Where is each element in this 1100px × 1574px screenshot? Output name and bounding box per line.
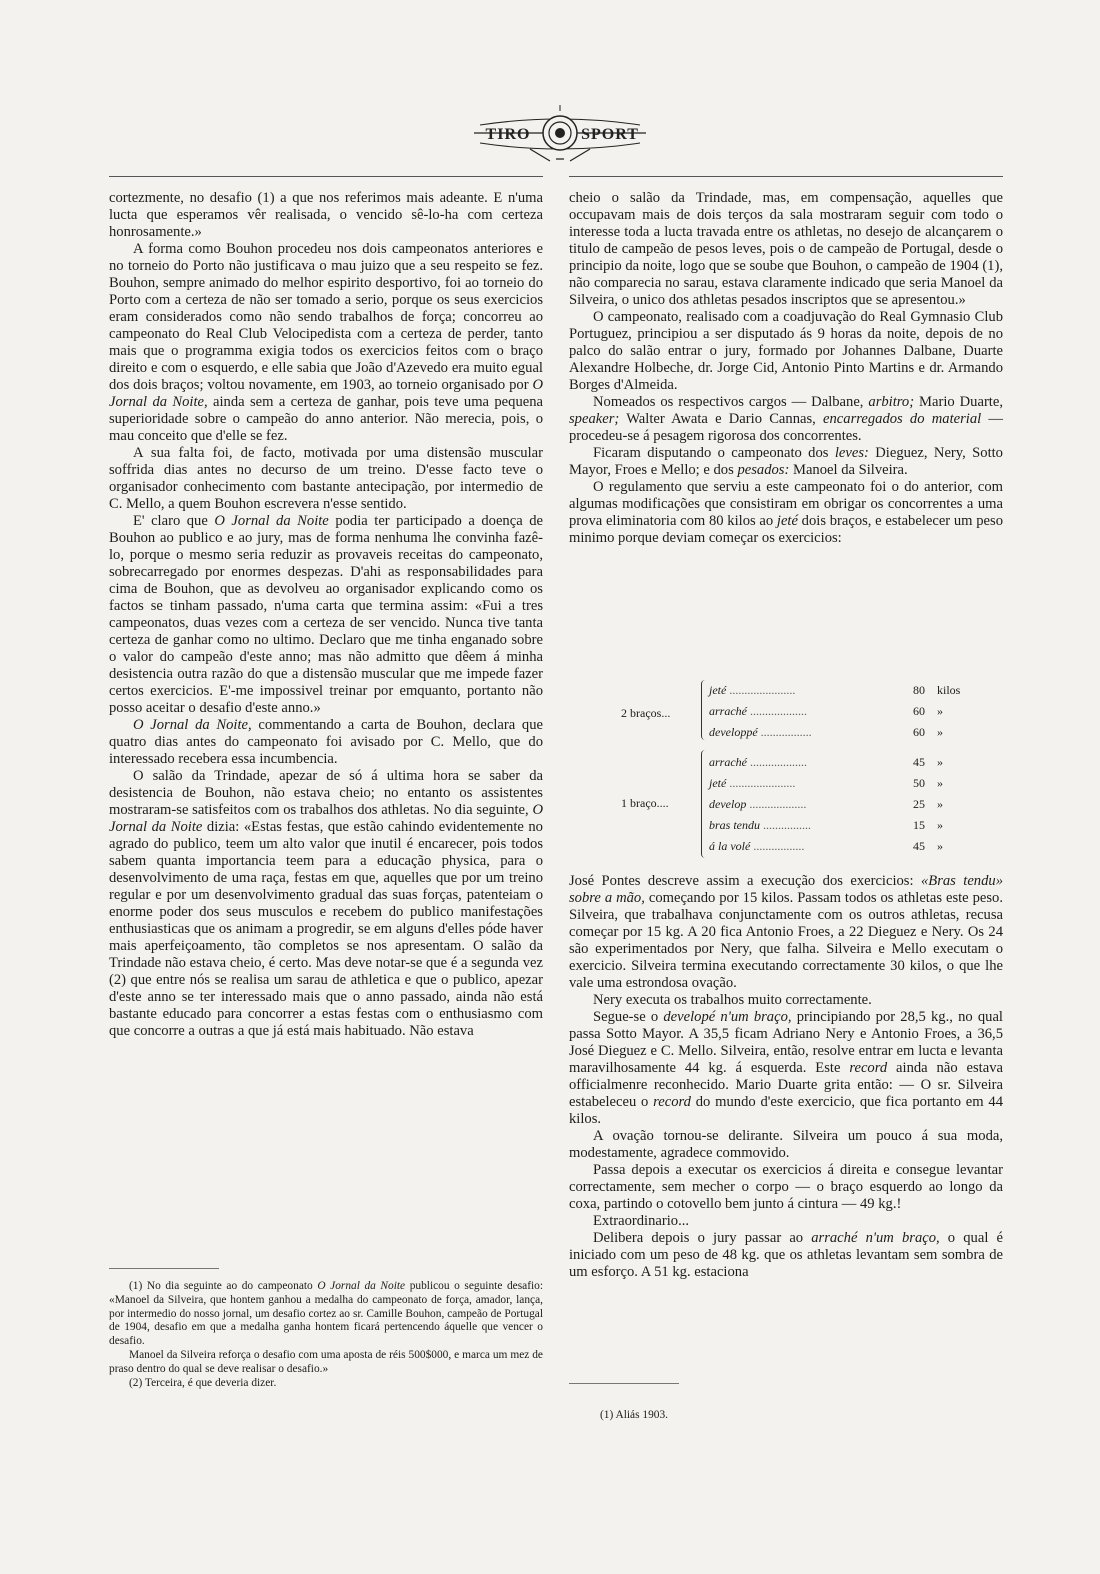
exercise-name: bras tendu [709,818,760,832]
text-run: arraché n'um braço, [811,1230,940,1246]
exercise-name: jeté [709,683,727,697]
exercise-name: developpé [709,725,758,739]
left-footnotes [109,1280,543,1390]
text-run: Segue-se o [593,1009,664,1025]
text-run: O Jornal da Noite [317,1280,406,1292]
exercise-name: arraché [709,755,747,769]
text-run: Manoel da Silveira reforça o desafio com uma aposta de réis 500$000, e marca um mez de praso dentro do qual se deve realisar o desafio.» [109,1348,543,1375]
text-run: O Jornal da Noite [214,513,329,529]
group-brace-2-bracos [701,680,708,740]
paragraph-1 [569,190,1003,309]
weight-unit: » [937,818,943,832]
paragraph-1 [109,190,543,241]
weights-row [709,752,1005,772]
paragraph-3 [569,1009,1003,1128]
text-run: A ovação tornou-se delirante. Silveira um pouco á sua moda, modestamente, agradece commovido. [569,1128,1003,1161]
footnote-2 [109,1349,543,1377]
weights-row [709,836,1005,856]
weight-unit: » [937,725,943,739]
exercise-name: jeté [709,776,727,790]
text-run: jeté [776,513,798,529]
text-run: José Pontes descreve assim a execução dos exercicios: [569,873,921,889]
text-run: — procedeu-se á pesagem rigorosa dos concorrentes. [569,411,1003,444]
text-run: Dieguez, Nery, Sotto Mayor, Froes e Mello; e dos [569,445,1003,478]
text-run: O regulamento que serviu a este campeonato foi o do anterior, com algumas modificações que consistiram em obrigar os concorrentes a uma prova eliminatoria com 80 kilos ao [569,479,1003,529]
text-run: (1) Aliás 1903. [600,1409,669,1421]
leader-dots: ...................... [726,776,796,790]
text-run: Delibera depois o jury passar ao [593,1230,812,1246]
paragraph-6 [569,1213,1003,1230]
text-run: ainda não estava officialmenre reconhecido. Mario Duarte grita então: — O sr. Silveira estabeleceu o [569,1060,1003,1110]
paragraph-3 [109,445,543,513]
text-run: leves: [834,445,869,461]
left-footnote-rule [109,1268,219,1269]
weights-row [709,722,1005,742]
text-run: do mundo d'este exercicio, que fica portanto em 44 kilos. [569,1094,1003,1127]
weights-table [569,676,1003,860]
exercise-name: á la volé [709,839,751,853]
leader-dots: ................... [746,797,807,811]
weight-unit: » [937,776,943,790]
text-run: Manoel da Silveira. [789,462,908,478]
masthead-logo-right-text: SPORT [581,126,639,143]
weight-value: 60 [913,725,925,739]
weight-value: 60 [913,704,925,718]
weight-unit: kilos [937,683,961,697]
weight-unit: » [937,839,943,853]
text-run: (2) Terceira, é que deveria dizer. [129,1376,277,1389]
text-run: developé n'um braço, [663,1009,792,1025]
text-run: podia ter participado a doença de Bouhon ao publico e ao jury, mas de forma nenhuma lhe convinha fazê-lo, porque o mesmo seria reduzir as provaveis receitas do campeonato, sobrecarregado por enormes despezas. D'ahi as responsabilidades para cima de Bouhon, que as devolveu ao organisador explicando como os factos se tinham passado, n'uma carta que termina assim: «Fui a tres campeonatos, duas vezes com a certeza de ser vencido. Nunca tive tanta certeza de ganhar como no ultimo. Declaro que me tinha enganado sobre o valor do campeão d'este anno; mas não admitto que dêem á minha desistencia outra razão do que a distensão muscular que me impede fazer certos exercicios. E'-me impossivel treinar por emquanto, portanto não posso aceitar o desafio d'este anno.» [109,513,543,716]
paragraph-5 [109,717,543,768]
exercise-name: arraché [709,704,747,718]
header-rule-left [109,176,543,177]
weight-value: 45 [913,839,925,853]
leader-dots: ................. [750,839,805,853]
right-footnote-rule [569,1383,679,1384]
left-column [109,190,543,1040]
text-run: E' claro que [133,513,215,529]
text-run: Nomeados os respectivos cargos — Dalbane, [593,394,869,410]
header-rule-right [569,176,1003,177]
weights-row [709,773,1005,793]
weight-unit: » [937,755,943,769]
text-run: dizia: «Estas festas, que estão cahindo evidentemente no agrado do publico, teem um alto valor que inutil é encarecer, pois todos sabem quanta importancia teem para a educação physica, para o desenvolvimento de uma raça, festas em que, aquelles que por um treino regular e por um desenvolvimento gradual das suas forças, patenteiam o enorme poder dos seus musculos e recebem do publico manifestações enthusiasticas que os animam a progredir, se em alguns d'elles póde haver mais aperfeiçoamento, tão completos se nos apresentam. O salão da Trindade não estava cheio, é certo. Mas deve notar-se que é a segunda vez (2) que entre nós se realisa um sarau de athletica e que o publico, apezar d'este anno se ter interessado mais que o anno passado, ainda não está bastante educado para concorrer a estas festas com o enthusiasmo com que concorre a outras a que já está mais habituado. Não estava [109,819,543,1039]
text-run: A forma como Bouhon procedeu nos dois campeonatos anteriores e no torneio do Porto não justificava o mau juizo que a seu respeito se fez. Bouhon, sempre animado do melhor espirito desportivo, foi ao torneio do Porto com a certeza de não ser tomado a serio, porque os seus exercicios eram considerados como não sendo trabalhos de força; concorreu ao campeonato do Real Club Velocipedista com a certeza de perder, tanto mais que o programma exigia todos os exercicios feitos com o braço direito e com o esquerdo, e elle sabia que João d'Azevedo era muito egual dos dois braços; voltou novamente, em 1903, ao torneio organisado por [109,241,543,393]
text-run: commentando a carta de Bouhon, declara que quatro dias antes do campeonato foi avisado por C. Mello, que do interessado recebera essa incumbencia. [109,717,543,767]
right-column-bottom [569,873,1003,1281]
weight-value: 80 [913,683,925,697]
footnote-1 [600,1409,900,1423]
paragraph-5 [569,479,1003,547]
masthead-logo [470,103,650,165]
weights-row [709,680,1005,700]
group-label-2-bracos: 2 braços... [621,706,671,720]
footnote-3 [109,1377,543,1391]
text-run: O Jornal da Noite, [109,377,543,410]
weights-row [709,701,1005,721]
text-run: ainda sem a certeza de ganhar, pois teve uma pequena superioridade sobre o campeão do anno anterior. Não merecia, pois, o mau conceito que d'elle se fez. [109,394,543,444]
text-run: A sua falta foi, de facto, motivada por uma distensão muscular soffrida dias antes no decurso de um treino. D'esse facto teve o organisador conhecimento com bastante antecipação, por intermedio de C. Mello, a quem Bouhon escrevera n'esse sentido. [109,445,543,512]
text-run: O Jornal da Noite [109,802,543,835]
right-column-top [569,190,1003,547]
paragraph-7 [569,1230,1003,1281]
text-run: pesados: [737,462,790,478]
leader-dots: ................... [747,704,807,718]
group-brace-1-braco [701,750,708,858]
exercise-name: develop [709,797,747,811]
paragraph-5 [569,1162,1003,1213]
text-run: Nery executa os trabalhos muito correctamente. [593,992,872,1008]
text-run: O Jornal da Noite, [133,717,252,733]
weight-value: 15 [913,818,925,832]
footnote-1 [109,1280,543,1349]
text-run: arbitro; [868,394,915,410]
text-run: «Bras tendu» sobre a mão, [569,873,1003,906]
text-run: cheio o salão da Trindade, mas, em compensação, aquelles que occupavam mais de dois terços da sala mostraram seguir com todo o interesse toda a lucta travada entre os athletas, no desejo de alcançarem o titulo de campeão de pesos leves, pois o de campeão de Portugal, desde o principio da noite, logo que se soube que Bouhon, o campeão de 1904 (1), não comparecia no sarau, estava claramente indicado que seria Manoel da Silveira, o unico dos athletas pesados inscriptos que se apresentou.» [569,190,1003,308]
text-run: o qual é iniciado com um peso de 48 kg. que os athletas levantam sem sombra de um esforço. A 51 kg. estaciona [569,1230,1003,1280]
text-run: speaker; [569,411,620,427]
text-run: dois braços, e estabelecer um peso minimo porque deviam começar os exercicios: [569,513,1003,546]
paragraph-4 [109,513,543,717]
paragraph-4 [569,1128,1003,1162]
text-run: Passa depois a executar os exercicios á direita e consegue levantar correctamente, sem mecher o corpo — o braço esquerdo ao longo da coxa, partindo o cotovello bem junto á cintura — 49 kg.! [569,1162,1003,1212]
group-label-1-braco: 1 braço.... [621,796,669,810]
paragraph-2 [109,241,543,445]
text-run: Walter Awata e Dario Cannas, [619,411,824,427]
paragraph-1 [569,873,1003,992]
text-run: O campeonato, realisado com a coadjuvação do Real Gymnasio Club Portuguez, principiou a ser disputado ás 9 horas da noite, depois de no palco do salão entrar o jury, formado por Johannes Dalbane, Duarte Alexandre Holbeche, dr. Jorge Cid, Antonio Pinto Martins e dr. Armando Borges d'Almeida. [569,309,1003,393]
text-run: cortezmente, no desafio (1) a que nos referimos mais adeante. E n'uma lucta que esperamos vêr realisada, o vencido sê-lo-ha com certeza honrosamente.» [109,190,543,240]
paragraph-2 [569,992,1003,1009]
text-run: O salão da Trindade, apezar de só á ultima hora se saber da desistencia de Bouhon, não estava cheio; no entanto os assistentes mostraram-se satisfeitos com os trabalhos dos athletas. No dia seguinte, [109,768,543,818]
text-run: publicou o seguinte desafio: «Manoel da Silveira, que hontem ganhou a medalha do campeonato de força, amador, lança, por intermedio do nosso jornal, um desafio cortez ao sr. Camille Bouhon, campeão de Portugal de 1904, desafio em que a medalha ganha hontem ficará pertencendo áquelle que vencer o desafio. [109,1280,544,1348]
text-run: Ficaram disputando o campeonato dos [593,445,835,461]
weight-value: 25 [913,797,925,811]
text-run: record [849,1060,888,1076]
text-run: record [653,1094,691,1110]
weight-value: 45 [913,755,925,769]
weight-value: 50 [913,776,925,790]
paragraph-2 [569,309,1003,394]
text-run: Extraordinario... [593,1213,690,1229]
paragraph-4 [569,445,1003,479]
text-run: Mario Duarte, [914,394,1003,410]
text-run: principiando por 28,5 kg., no qual passa Sotto Mayor. A 35,5 ficam Adriano Nery e Antonio Froes, a 36,5 José Dieguez e C. Mello. Silveira, então, resolve entrar em lucta e levanta maravilhosamente 44 kg. á esquerda. Este [569,1009,1003,1076]
leader-dots: ................... [747,755,807,769]
weights-row [709,815,1005,835]
text-run: (1) No dia seguinte ao do campeonato [129,1280,318,1292]
masthead-logo-left-text: TIRO [485,126,531,143]
right-footnotes [600,1409,900,1423]
leader-dots: ................ [760,818,811,832]
weight-unit: » [937,797,943,811]
weights-row [709,794,1005,814]
weight-unit: » [937,704,943,718]
text-run: começando por 15 kilos. Passam todos os athletas este peso. Silveira, que trabalhava conjunctamente com os outros athletas, recusa começar por 15 kg. A 20 fica Antonio Froes, a 22 Dieguez e Nery. Os 24 são experimentados por Nery, que falha. Silveira e Mello executam o exercicio. Silveira termina executando correctamente 30 kilos, o que lhe vale uma estrondosa ovação. [569,890,1004,991]
paragraph-3 [569,394,1003,445]
text-run: encarregados do material [823,411,982,427]
leader-dots: ...................... [726,683,796,697]
paragraph-6 [109,768,543,1040]
leader-dots: ................. [757,725,812,739]
